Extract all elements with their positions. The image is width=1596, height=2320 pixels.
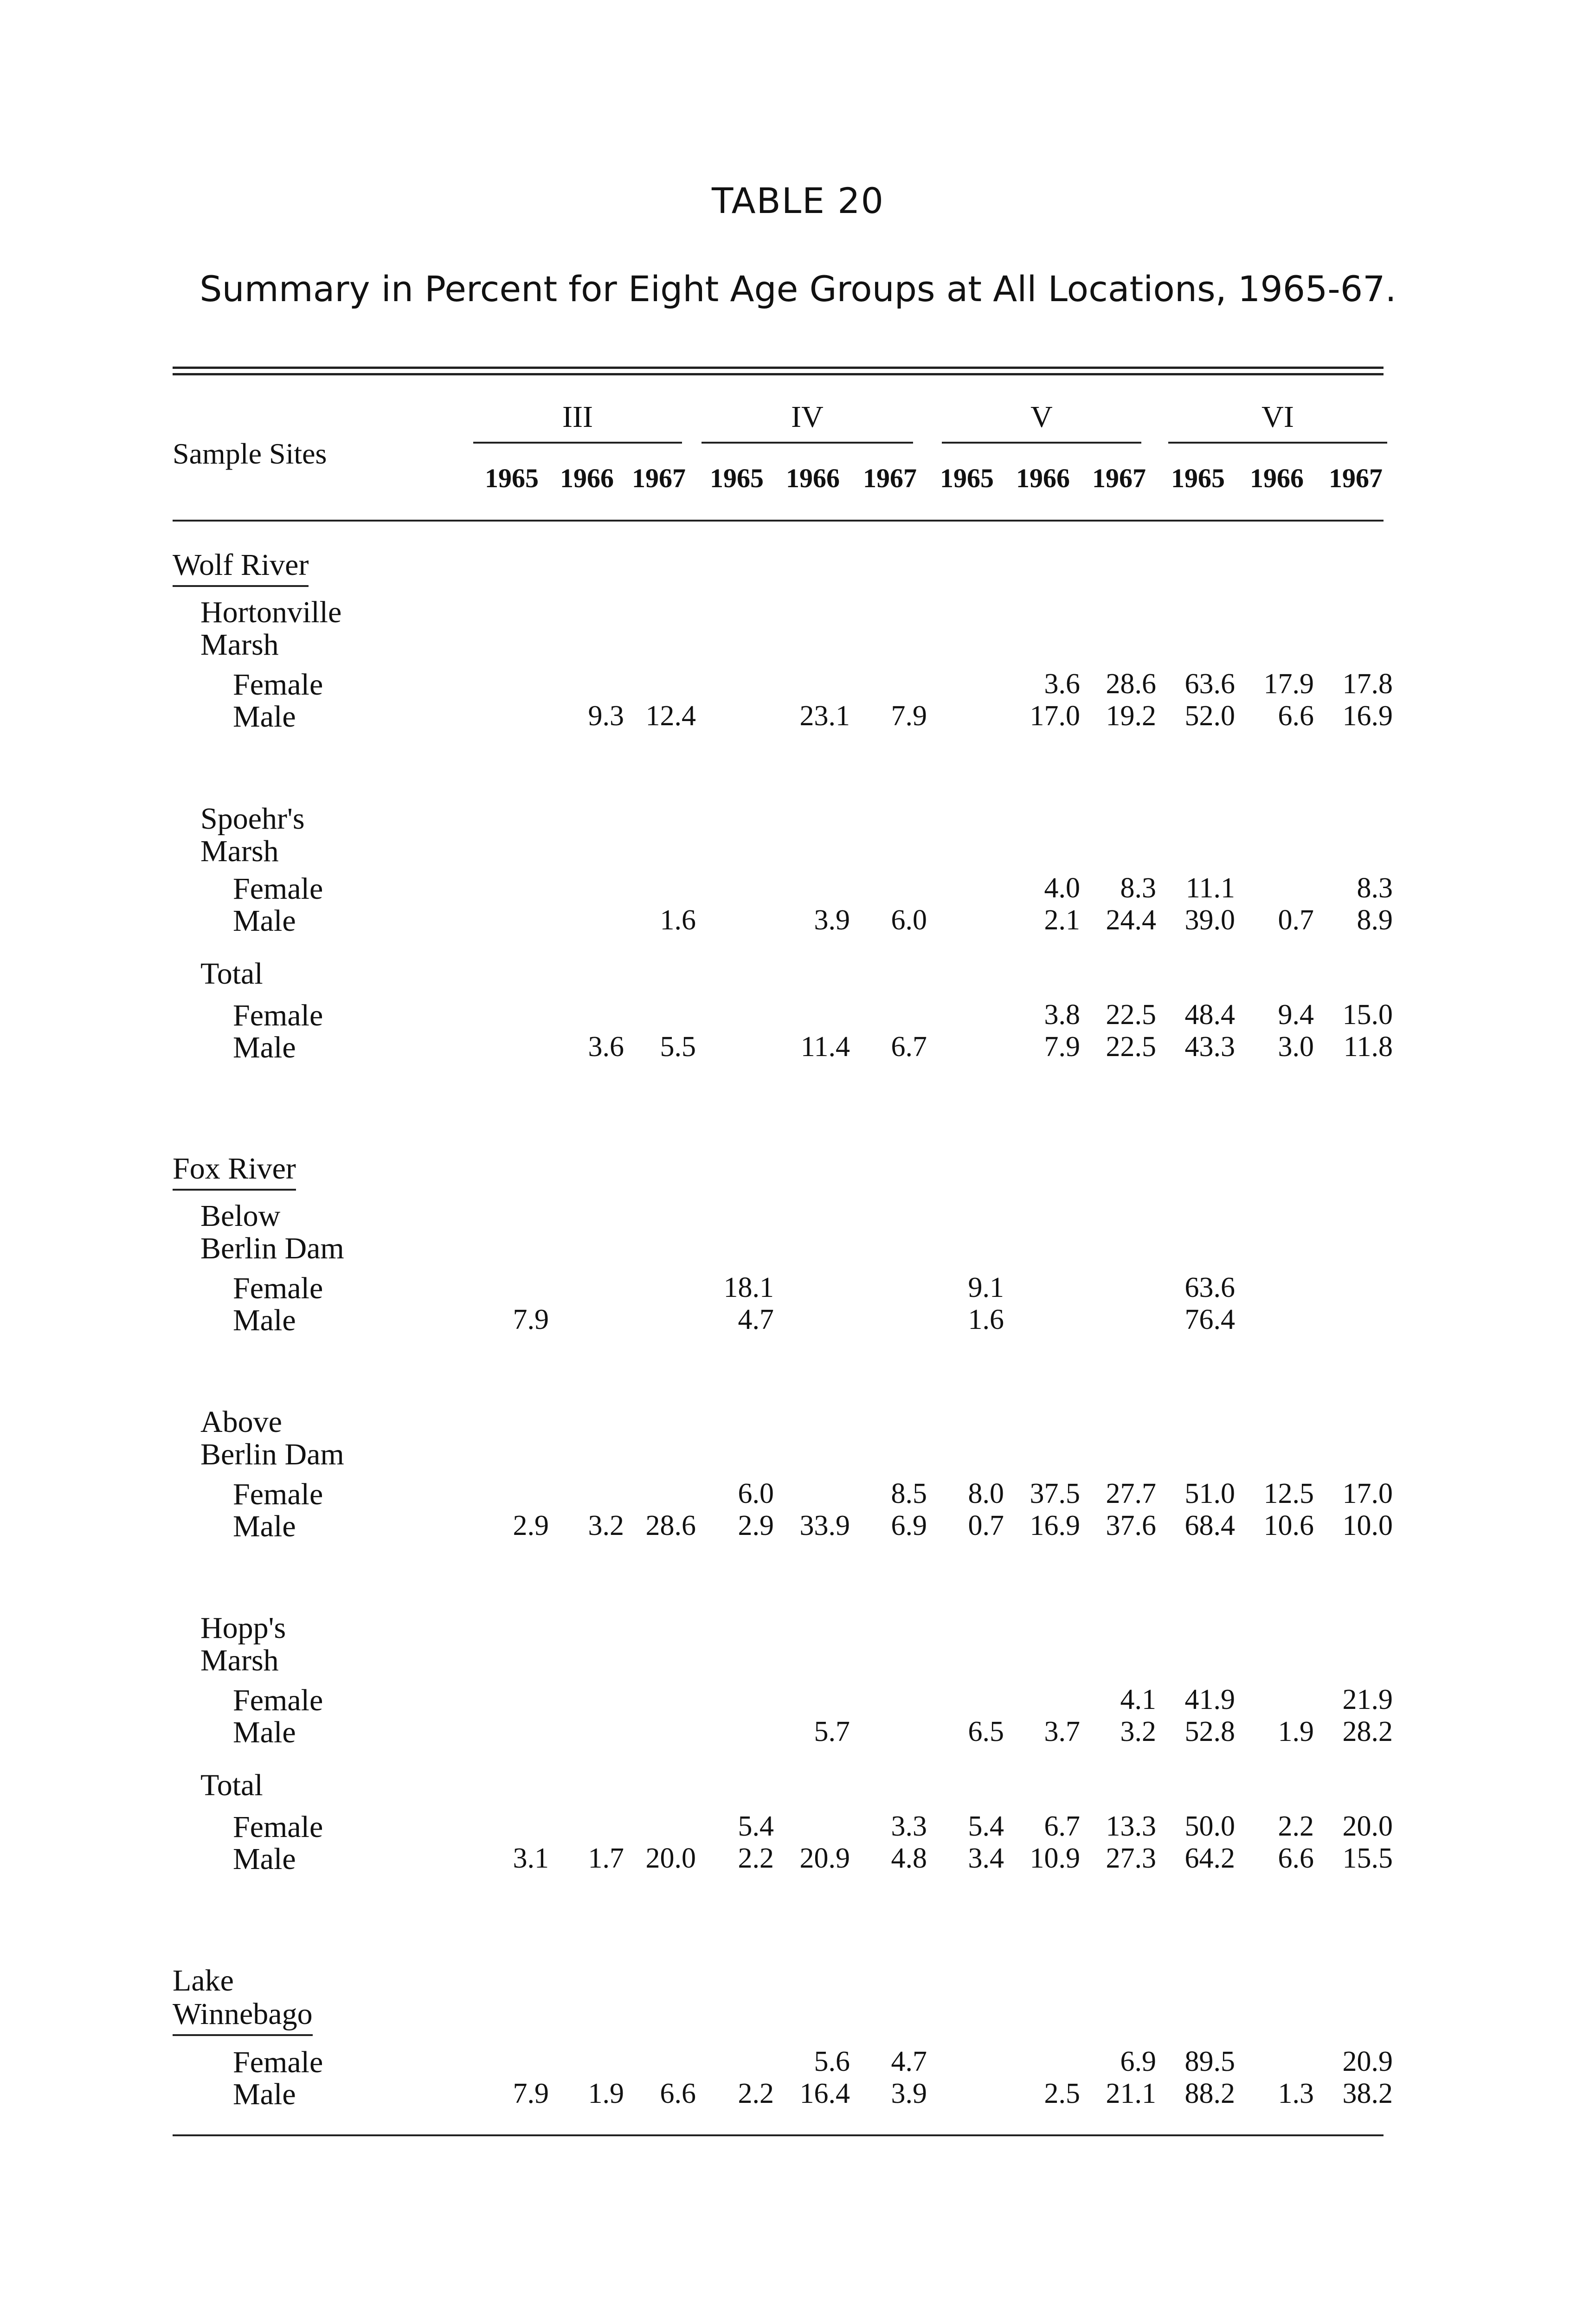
table-cell: 18.1 [723,1272,774,1303]
table-cell: 15.0 [1342,999,1393,1031]
table-cell: 4.7 [891,2046,927,2077]
table-cell: 6.6 [1278,700,1314,732]
table-cell: 8.5 [891,1478,927,1509]
table-cell: 3.2 [588,1510,624,1541]
table-cell: 1.3 [1278,2078,1314,2109]
table-cell: 2.5 [1044,2078,1080,2109]
table-cell: 8.0 [968,1478,1004,1509]
table-cell: 0.7 [1278,904,1314,936]
table-cell: 6.6 [660,2078,696,2109]
year-header: 1966 [1016,463,1070,493]
table-cell: 4.7 [738,1304,774,1335]
table-cell: 39.0 [1184,904,1235,936]
table-cell: 4.0 [1044,872,1080,904]
table-cell: 5.7 [814,1716,850,1747]
table-cell: 11.4 [800,1031,850,1063]
site-name: Hopp's Marsh [200,1611,286,1677]
table-cell: 6.7 [1044,1811,1080,1842]
table-cell: 33.9 [799,1510,850,1541]
year-header: 1967 [632,463,686,493]
table-cell: 17.0 [1030,700,1080,732]
table-cell: 6.7 [891,1031,927,1063]
table-cell: 37.6 [1106,1510,1156,1541]
table-title: TABLE 20 [712,180,884,221]
table-cell: 3.9 [814,904,850,936]
table-cell: 52.8 [1184,1716,1235,1747]
table-cell: 22.5 [1106,1031,1156,1063]
row-label-female: Female [233,999,323,1032]
table-cell: 76.4 [1184,1304,1235,1335]
table-cell: 64.2 [1184,1843,1235,1874]
table-cell: 17.9 [1263,668,1314,700]
table-subtitle: Summary in Percent for Eight Age Groups at All Locations, 1965-67. [200,268,1396,309]
sample-sites-header: Sample Sites [173,437,327,470]
table-cell: 7.9 [513,1304,549,1335]
table-cell: 10.9 [1030,1843,1080,1874]
year-header: 1965 [485,463,539,493]
site-name: Total [200,957,263,991]
table-cell: 7.9 [513,2078,549,2109]
table-cell: 12.5 [1263,1478,1314,1509]
table-cell: 11.1 [1185,872,1235,904]
table-cell: 51.0 [1184,1478,1235,1509]
table-cell: 6.9 [1120,2046,1156,2077]
table-cell: 12.4 [645,700,696,732]
row-label-male: Male [233,700,296,734]
section-heading: Wolf River [173,550,309,587]
site-name: Hortonville Marsh [200,595,342,662]
table-cell: 89.5 [1184,2046,1235,2077]
site-name: Below Berlin Dam [200,1199,344,1265]
row-label-male: Male [233,1031,296,1064]
table-cell: 20.9 [1342,2046,1393,2077]
table-cell: 9.3 [588,700,624,732]
group-header-vi: VI [1168,402,1387,444]
table-cell: 63.6 [1184,668,1235,700]
site-name: Total [200,1768,263,1802]
site-name: Spoehr's Marsh [200,802,305,868]
table-cell: 16.9 [1030,1510,1080,1541]
table-cell: 3.6 [1044,668,1080,700]
table-cell: 3.4 [968,1843,1004,1874]
table-cell: 43.3 [1184,1031,1235,1063]
year-header: 1967 [863,463,917,493]
table-cell: 17.8 [1342,668,1393,700]
table-cell: 16.4 [799,2078,850,2109]
table-cell: 22.5 [1106,999,1156,1031]
row-label-male: Male [233,2077,296,2111]
row-label-female: Female [233,872,323,906]
table-cell: 48.4 [1184,999,1235,1031]
table-cell: 6.0 [738,1478,774,1509]
table-cell: 0.7 [968,1510,1004,1541]
header-rule [173,520,1384,522]
year-header: 1966 [1250,463,1304,493]
table-cell: 2.9 [738,1510,774,1541]
table-cell: 5.4 [968,1811,1004,1842]
table-cell: 27.7 [1106,1478,1156,1509]
year-header: 1966 [786,463,840,493]
table-cell: 5.4 [738,1811,774,1842]
table-cell: 23.1 [799,700,850,732]
group-header-iii: III [473,402,682,444]
table-cell: 52.0 [1184,700,1235,732]
table-cell: 8.3 [1357,872,1393,904]
table-cell: 3.9 [891,2078,927,2109]
table-cell: 27.3 [1106,1843,1156,1874]
table-cell: 16.9 [1342,700,1393,732]
table-cell: 28.6 [645,1510,696,1541]
section-heading: Lake Winnebago [173,1966,313,2036]
site-name: Above Berlin Dam [200,1405,344,1471]
row-label-female: Female [233,1477,323,1511]
year-header: 1967 [1092,463,1146,493]
table-cell: 88.2 [1184,2078,1235,2109]
table-cell: 63.6 [1184,1272,1235,1303]
year-header: 1967 [1329,463,1383,493]
bottom-rule [173,2134,1384,2136]
table-cell: 1.6 [660,904,696,936]
table-cell: 3.7 [1044,1716,1080,1747]
table-cell: 28.2 [1342,1716,1393,1747]
table-cell: 8.3 [1120,872,1156,904]
table-cell: 50.0 [1184,1811,1235,1842]
table-cell: 1.7 [588,1843,624,1874]
table-cell: 20.0 [1342,1811,1393,1842]
table-cell: 15.5 [1342,1843,1393,1874]
table-cell: 20.0 [645,1843,696,1874]
row-label-female: Female [233,668,323,702]
table-cell: 3.2 [1120,1716,1156,1747]
row-label-female: Female [233,1683,323,1717]
table-cell: 2.2 [738,1843,774,1874]
table-cell: 5.6 [814,2046,850,2077]
table-cell: 19.2 [1106,700,1156,732]
row-label-female: Female [233,1271,323,1305]
table-cell: 20.9 [799,1843,850,1874]
table-cell: 2.2 [738,2078,774,2109]
table-cell: 13.3 [1106,1811,1156,1842]
table-cell: 1.6 [968,1304,1004,1335]
table-cell: 41.9 [1184,1684,1235,1715]
table-cell: 10.6 [1263,1510,1314,1541]
table-cell: 6.0 [891,904,927,936]
year-header: 1965 [1171,463,1225,493]
table-cell: 28.6 [1106,668,1156,700]
table-cell: 2.1 [1044,904,1080,936]
table-cell: 1.9 [588,2078,624,2109]
row-label-female: Female [233,1810,323,1844]
row-label-male: Male [233,1303,296,1337]
year-header: 1965 [940,463,994,493]
table-cell: 68.4 [1184,1510,1235,1541]
table-cell: 17.0 [1342,1478,1393,1509]
table-cell: 21.9 [1342,1684,1393,1715]
top-rule-upper [173,367,1384,369]
group-header-iv: IV [701,402,913,444]
table-cell: 3.1 [513,1843,549,1874]
row-label-male: Male [233,1509,296,1543]
table-cell: 21.1 [1106,2078,1156,2109]
table-cell: 7.9 [1044,1031,1080,1063]
table-cell: 8.9 [1357,904,1393,936]
table-cell: 6.9 [891,1510,927,1541]
row-label-male: Male [233,1715,296,1749]
table-cell: 6.6 [1278,1843,1314,1874]
group-header-v: V [942,402,1141,444]
table-cell: 4.8 [891,1843,927,1874]
year-header: 1965 [710,463,764,493]
table-cell: 5.5 [660,1031,696,1063]
table-cell: 38.2 [1342,2078,1393,2109]
row-label-male: Male [233,904,296,938]
table-cell: 24.4 [1106,904,1156,936]
table-cell: 3.8 [1044,999,1080,1031]
table-cell: 11.8 [1343,1031,1393,1063]
row-label-male: Male [233,1842,296,1876]
row-label-female: Female [233,2045,323,2079]
section-heading: Fox River [173,1154,296,1191]
table-cell: 37.5 [1030,1478,1080,1509]
table-cell: 3.3 [891,1811,927,1842]
table-cell: 9.4 [1278,999,1314,1031]
table-cell: 6.5 [968,1716,1004,1747]
table-cell: 1.9 [1278,1716,1314,1747]
table-cell: 2.2 [1278,1811,1314,1842]
table-cell: 9.1 [968,1272,1004,1303]
table-cell: 3.6 [588,1031,624,1063]
table-cell: 4.1 [1120,1684,1156,1715]
table-cell: 2.9 [513,1510,549,1541]
table-cell: 10.0 [1342,1510,1393,1541]
table-cell: 7.9 [891,700,927,732]
year-header: 1966 [560,463,614,493]
table-cell: 3.0 [1278,1031,1314,1063]
top-rule-lower [173,373,1384,375]
